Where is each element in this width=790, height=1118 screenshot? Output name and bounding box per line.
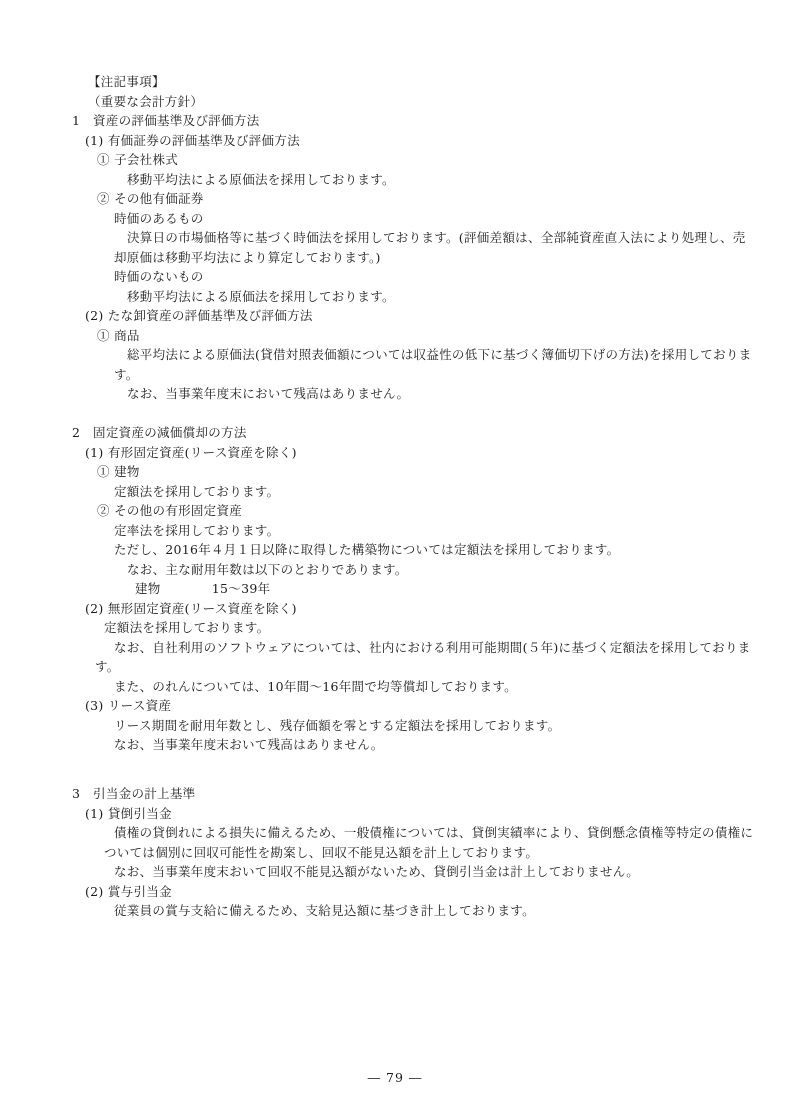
doc-line: (1) 貸倒引当金 bbox=[85, 805, 172, 821]
doc-line: ① 商品 bbox=[97, 327, 140, 343]
doc-line: ただし、2016年４月１日以降に取得した構築物については定額法を採用しております。 bbox=[114, 542, 620, 557]
doc-line: (2) 賞与引当金 bbox=[85, 883, 172, 899]
doc-line: なお、当事業年度末おいて残高はありません。 bbox=[114, 737, 384, 752]
doc-line: 建物 15～39年 bbox=[135, 581, 271, 596]
doc-line: 2 固定資産の減価償却の方法 bbox=[72, 425, 247, 440]
doc-line: 従業員の賞与支給に備えるため、支給見込額に基づき計上しております。 bbox=[114, 903, 535, 918]
doc-line: 定額法を採用しております。 bbox=[104, 620, 270, 635]
doc-line: 却原価は移動平均法により算定しております。) bbox=[114, 249, 381, 265]
doc-line: す。 bbox=[95, 659, 120, 674]
line-gap bbox=[0, 755, 790, 785]
doc-line: 定額法を採用しております。 bbox=[114, 483, 280, 499]
doc-line: す。 bbox=[114, 366, 139, 382]
doc-line: 決算日の市場価格等に基づく時価法を採用しております。(評価差額は、全部純資産直入法により処理し、売 bbox=[127, 230, 746, 245]
doc-line: 時価のないもの bbox=[114, 269, 204, 284]
doc-line: 移動平均法による原価法を採用しております。 bbox=[127, 288, 395, 304]
doc-line: 債権の貸倒れによる損失に備えるため、一般債権については、貸倒実績率により、貸倒懸念債権等特定の債権に bbox=[114, 825, 754, 840]
doc-line: （重要な会計方針） bbox=[88, 93, 204, 109]
doc-line: ② その他有価証券 bbox=[97, 191, 204, 206]
doc-line: なお、当事業年度末において残高はありません。 bbox=[127, 386, 410, 401]
doc-line: (2) 無形固定資産(リース資産を除く) bbox=[85, 600, 297, 616]
doc-line: 時価のあるもの bbox=[114, 210, 204, 226]
doc-line: なお、自社利用のソフトウェアについては、社内における利用可能期間(５年)に基づく定額法を採用しておりま bbox=[114, 639, 751, 655]
doc-line: また、のれんについては、10年間～16年間で均等償却しております。 bbox=[114, 678, 517, 694]
doc-line: (1) 有形固定資産(リース資産を除く) bbox=[85, 444, 297, 460]
line-gap bbox=[0, 404, 790, 424]
doc-line: 3 引当金の計上基準 bbox=[72, 786, 196, 801]
doc-line: 総平均法による原価法(貸借対照表価額については収益性の低下に基づく簿価切下げの方法)を採用しておりま bbox=[127, 347, 752, 362]
doc-line: ① 建物 bbox=[97, 464, 140, 479]
document-lines bbox=[0, 72, 790, 921]
doc-line: 移動平均法による原価法を採用しております。 bbox=[127, 171, 395, 187]
doc-line: ① 子会社株式 bbox=[97, 152, 179, 167]
doc-line: リース期間を耐用年数とし、残存価額を零とする定額法を採用しております。 bbox=[114, 717, 561, 733]
doc-line: 1 資産の評価基準及び評価方法 bbox=[72, 113, 260, 128]
doc-line: ② その他の有形固定資産 bbox=[97, 503, 243, 518]
doc-line: ついては個別に回収可能性を勘案し、回収不能見込額を計上しております。 bbox=[104, 844, 539, 860]
doc-line: (2) たな卸資産の評価基準及び評価方法 bbox=[85, 308, 313, 323]
doc-line: (3) リース資産 bbox=[85, 698, 172, 713]
doc-line: 定率法を採用しております。 bbox=[114, 522, 280, 538]
page-number: ― 79 ― bbox=[367, 1070, 423, 1085]
doc-line: 【注記事項】 bbox=[88, 74, 165, 89]
doc-line: なお、主な耐用年数は以下のとおりであります。 bbox=[127, 561, 408, 577]
doc-line: (1) 有価証券の評価基準及び評価方法 bbox=[85, 132, 300, 148]
doc-line: なお、当事業年度末おいて回収不能見込額がないため、貸倒引当金は計上しておりません。 bbox=[114, 864, 640, 879]
